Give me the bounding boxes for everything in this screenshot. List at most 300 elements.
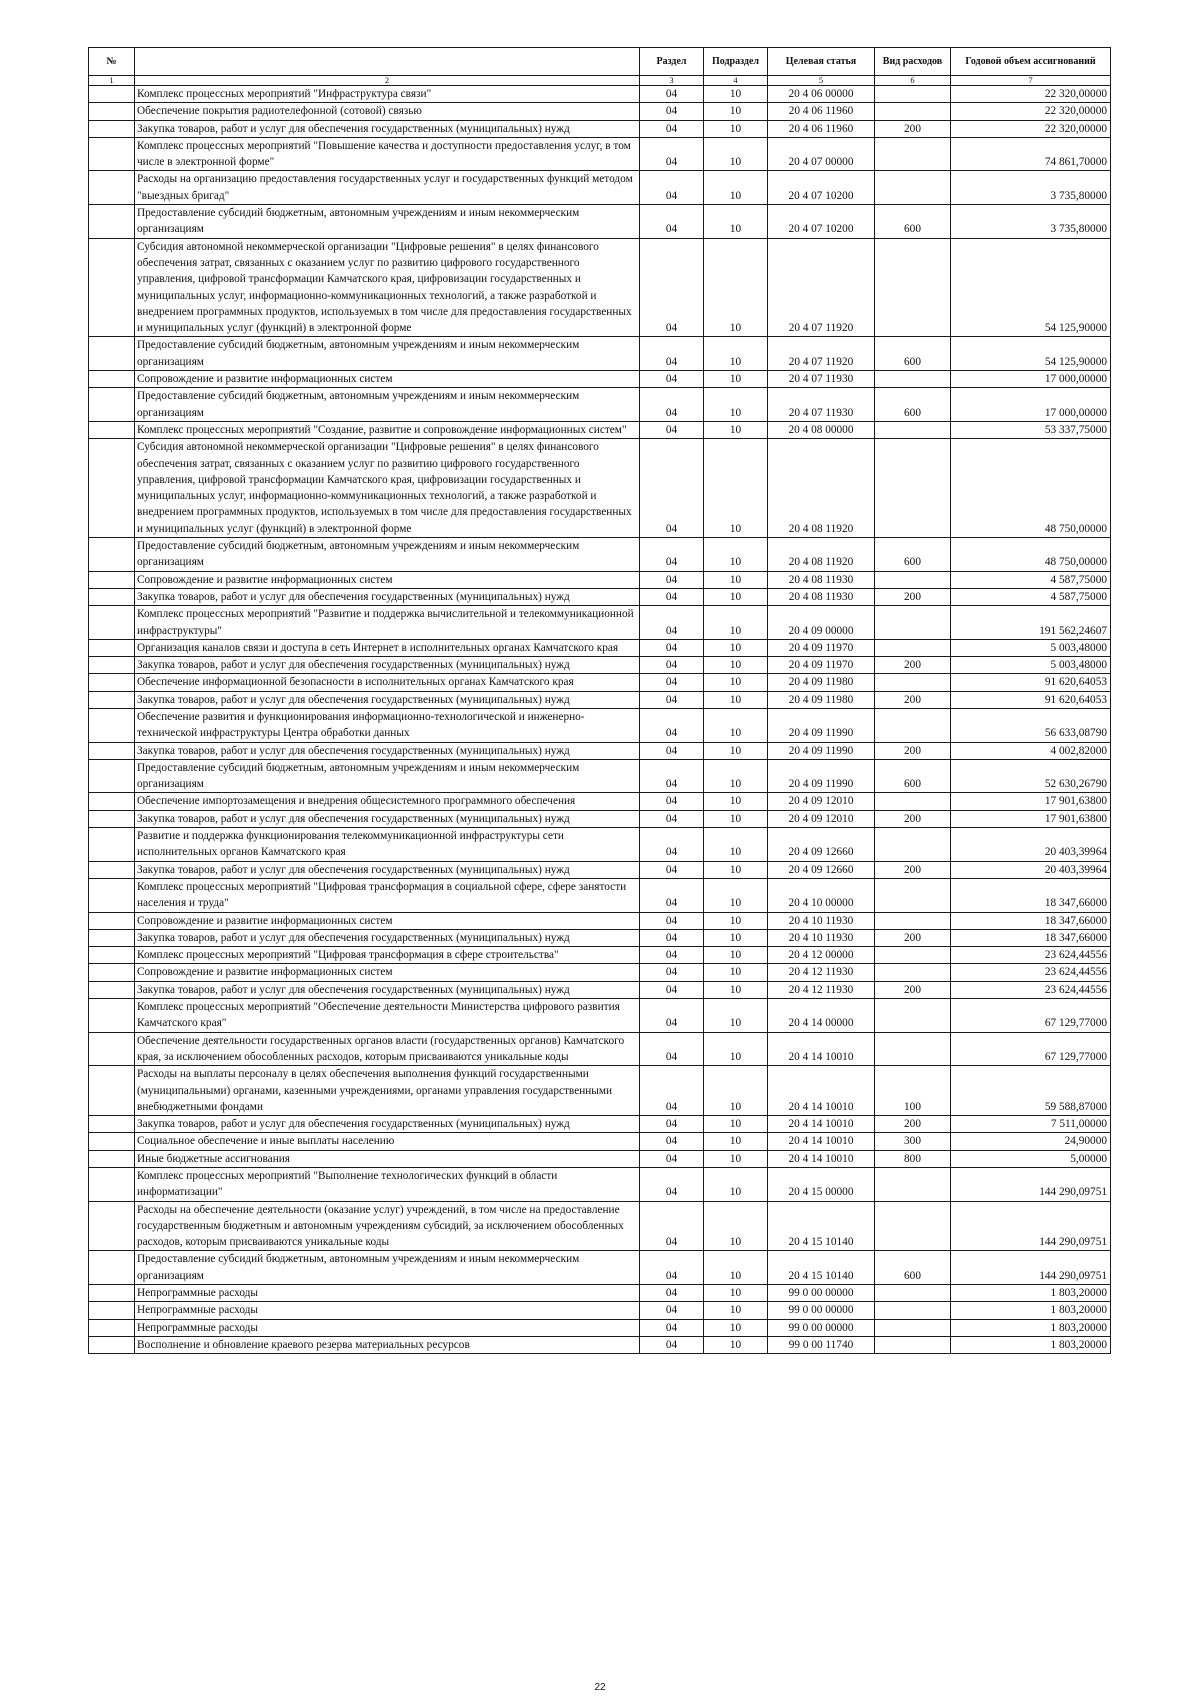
cell-amount: 74 861,70000: [951, 137, 1111, 171]
cell-num: [89, 1133, 135, 1150]
table-row: [89, 205, 1111, 239]
cell-name: Закупка товаров, работ и услуг для обеспечения государственных (муниципальных) нужд: [135, 742, 640, 759]
cell-amount: 67 129,77000: [951, 999, 1111, 1033]
table-row: [89, 947, 1111, 964]
cell-target: 20 4 07 10200: [768, 205, 875, 239]
cell-section: 04: [640, 1168, 704, 1202]
cell-subsection: 10: [704, 691, 768, 708]
cell-subsection: 10: [704, 1032, 768, 1066]
cell-num: [89, 1285, 135, 1302]
cell-subsection: 10: [704, 205, 768, 239]
cell-section: 04: [640, 691, 704, 708]
cell-target: 20 4 12 11930: [768, 981, 875, 998]
cell-num: [89, 538, 135, 572]
cell-subsection: 10: [704, 1133, 768, 1150]
cell-exptype: [875, 964, 951, 981]
cell-target: 20 4 10 11930: [768, 912, 875, 929]
cell-num: [89, 793, 135, 810]
table-row: [89, 759, 1111, 793]
table-body: [89, 86, 1111, 1354]
cell-subsection: 10: [704, 810, 768, 827]
cell-target: 20 4 06 00000: [768, 86, 875, 103]
cell-subsection: 10: [704, 337, 768, 371]
cell-section: 04: [640, 793, 704, 810]
cell-section: 04: [640, 606, 704, 640]
cell-name: Закупка товаров, работ и услуг для обеспечения государственных (муниципальных) нужд: [135, 981, 640, 998]
header-subsection: Подраздел: [704, 48, 768, 76]
cell-num: [89, 1302, 135, 1319]
cell-section: 04: [640, 964, 704, 981]
cell-name: Сопровождение и развитие информационных систем: [135, 571, 640, 588]
cell-section: 04: [640, 388, 704, 422]
cell-num: [89, 657, 135, 674]
cell-subsection: 10: [704, 137, 768, 171]
cell-section: 04: [640, 878, 704, 912]
table-row: [89, 999, 1111, 1033]
cell-target: 20 4 06 11960: [768, 103, 875, 120]
cell-target: 20 4 07 00000: [768, 137, 875, 171]
cell-subsection: 10: [704, 793, 768, 810]
cell-section: 04: [640, 171, 704, 205]
cell-section: 04: [640, 1032, 704, 1066]
cell-amount: 18 347,66000: [951, 929, 1111, 946]
cell-section: 04: [640, 137, 704, 171]
cell-amount: 5,00000: [951, 1150, 1111, 1167]
cell-name: Социальное обеспечение и иные выплаты населению: [135, 1133, 640, 1150]
cell-target: 20 4 08 11920: [768, 439, 875, 538]
table-row: [89, 571, 1111, 588]
cell-amount: 1 803,20000: [951, 1319, 1111, 1336]
cell-num: [89, 674, 135, 691]
cell-num: [89, 86, 135, 103]
cell-target: 20 4 08 11920: [768, 538, 875, 572]
cell-subsection: 10: [704, 878, 768, 912]
cell-amount: 52 630,26790: [951, 759, 1111, 793]
cell-amount: 59 588,87000: [951, 1066, 1111, 1116]
cell-exptype: [875, 238, 951, 337]
cell-exptype: 600: [875, 759, 951, 793]
cell-num: [89, 1116, 135, 1133]
cell-target: 99 0 00 00000: [768, 1302, 875, 1319]
cell-section: 04: [640, 1116, 704, 1133]
cell-section: 04: [640, 103, 704, 120]
cell-target: 20 4 15 10140: [768, 1251, 875, 1285]
cell-name: Непрограммные расходы: [135, 1319, 640, 1336]
cell-num: [89, 929, 135, 946]
cell-num: [89, 1168, 135, 1202]
cell-amount: 3 735,80000: [951, 205, 1111, 239]
cell-subsection: 10: [704, 828, 768, 862]
cell-name: Сопровождение и развитие информационных систем: [135, 964, 640, 981]
cell-section: 04: [640, 571, 704, 588]
cell-exptype: [875, 912, 951, 929]
cell-amount: 53 337,75000: [951, 421, 1111, 438]
cell-target: 20 4 09 12660: [768, 861, 875, 878]
cell-amount: 17 901,63800: [951, 810, 1111, 827]
cell-subsection: 10: [704, 1066, 768, 1116]
table-row: [89, 86, 1111, 103]
cell-name: Комплекс процессных мероприятий "Обеспечение деятельности Министерства цифрового развития Камчатского края": [135, 999, 640, 1033]
cell-num: [89, 103, 135, 120]
table-row: [89, 371, 1111, 388]
cell-target: 20 4 08 11930: [768, 588, 875, 605]
header-target: Целевая статья: [768, 48, 875, 76]
cell-target: 20 4 09 12010: [768, 810, 875, 827]
cell-subsection: 10: [704, 1285, 768, 1302]
cell-target: 20 4 07 11920: [768, 238, 875, 337]
cell-num: [89, 337, 135, 371]
cell-exptype: [875, 1201, 951, 1251]
cell-num: [89, 912, 135, 929]
cell-amount: 3 735,80000: [951, 171, 1111, 205]
cell-name: Непрограммные расходы: [135, 1285, 640, 1302]
cell-target: 20 4 08 00000: [768, 421, 875, 438]
cell-exptype: [875, 674, 951, 691]
cell-section: 04: [640, 421, 704, 438]
cell-name: Закупка товаров, работ и услуг для обеспечения государственных (муниципальных) нужд: [135, 810, 640, 827]
cell-subsection: 10: [704, 657, 768, 674]
cell-num: [89, 691, 135, 708]
cell-exptype: 600: [875, 538, 951, 572]
cell-num: [89, 371, 135, 388]
cell-amount: 18 347,66000: [951, 912, 1111, 929]
cell-subsection: 10: [704, 912, 768, 929]
cell-exptype: [875, 793, 951, 810]
cell-amount: 91 620,64053: [951, 691, 1111, 708]
cell-amount: 48 750,00000: [951, 538, 1111, 572]
table-row: [89, 171, 1111, 205]
cell-amount: 4 587,75000: [951, 588, 1111, 605]
cell-amount: 17 901,63800: [951, 793, 1111, 810]
cell-num: [89, 1336, 135, 1353]
cell-name: Закупка товаров, работ и услуг для обеспечения государственных (муниципальных) нужд: [135, 1116, 640, 1133]
cell-num: [89, 999, 135, 1033]
cell-section: 04: [640, 1302, 704, 1319]
colnum: 4: [704, 76, 768, 86]
cell-num: [89, 388, 135, 422]
cell-num: [89, 1201, 135, 1251]
cell-exptype: [875, 1285, 951, 1302]
cell-num: [89, 861, 135, 878]
cell-subsection: 10: [704, 120, 768, 137]
cell-target: 20 4 14 00000: [768, 999, 875, 1033]
header-num: №: [89, 48, 135, 76]
cell-subsection: 10: [704, 538, 768, 572]
cell-section: 04: [640, 742, 704, 759]
cell-target: 20 4 14 10010: [768, 1116, 875, 1133]
cell-target: 20 4 07 11920: [768, 337, 875, 371]
cell-exptype: 200: [875, 691, 951, 708]
cell-target: 20 4 09 11980: [768, 674, 875, 691]
cell-subsection: 10: [704, 171, 768, 205]
cell-name: Субсидия автономной некоммерческой организации "Цифровые решения" в целях финансового обеспечения затрат, связанных с оказанием услуг по развитию цифрового государственного управления, цифровой трансформации Камчатского края, цифровизации государственных и муниципальных услуг, информационно-коммуникационных технологий, а также разработкой и внедрением программных продуктов, используемых в том числе для предоставления государственных и муниципальных услуг (функций) в электронной форме: [135, 238, 640, 337]
cell-amount: 24,90000: [951, 1133, 1111, 1150]
table-row: [89, 538, 1111, 572]
cell-exptype: 800: [875, 1150, 951, 1167]
cell-target: 20 4 10 11930: [768, 929, 875, 946]
table-row: [89, 929, 1111, 946]
cell-subsection: 10: [704, 964, 768, 981]
colnum: 6: [875, 76, 951, 86]
table-row: [89, 828, 1111, 862]
cell-subsection: 10: [704, 708, 768, 742]
cell-section: 04: [640, 759, 704, 793]
table-row: [89, 1336, 1111, 1353]
cell-num: [89, 205, 135, 239]
table-row: [89, 1032, 1111, 1066]
cell-exptype: 600: [875, 205, 951, 239]
cell-section: 04: [640, 1133, 704, 1150]
cell-section: 04: [640, 588, 704, 605]
cell-name: Расходы на организацию предоставления государственных услуг и государственных функций методом "выездных бригад": [135, 171, 640, 205]
cell-target: 20 4 09 11990: [768, 742, 875, 759]
cell-target: 20 4 09 12660: [768, 828, 875, 862]
cell-amount: 18 347,66000: [951, 878, 1111, 912]
cell-num: [89, 759, 135, 793]
cell-name: Закупка товаров, работ и услуг для обеспечения государственных (муниципальных) нужд: [135, 120, 640, 137]
cell-exptype: [875, 1032, 951, 1066]
table-row: [89, 657, 1111, 674]
table-row: [89, 793, 1111, 810]
cell-num: [89, 639, 135, 656]
cell-target: 20 4 09 11970: [768, 639, 875, 656]
cell-exptype: [875, 1336, 951, 1353]
cell-subsection: 10: [704, 571, 768, 588]
cell-target: 20 4 08 11930: [768, 571, 875, 588]
cell-target: 20 4 09 11980: [768, 691, 875, 708]
cell-subsection: 10: [704, 947, 768, 964]
cell-exptype: [875, 421, 951, 438]
cell-amount: 191 562,24607: [951, 606, 1111, 640]
cell-name: Закупка товаров, работ и услуг для обеспечения государственных (муниципальных) нужд: [135, 657, 640, 674]
cell-num: [89, 1251, 135, 1285]
cell-exptype: [875, 708, 951, 742]
cell-section: 04: [640, 947, 704, 964]
cell-amount: 144 290,09751: [951, 1251, 1111, 1285]
budget-table: [88, 47, 1111, 1354]
cell-exptype: [875, 439, 951, 538]
cell-num: [89, 439, 135, 538]
table-row: [89, 912, 1111, 929]
table-row: [89, 861, 1111, 878]
cell-target: 20 4 09 11990: [768, 759, 875, 793]
cell-exptype: [875, 947, 951, 964]
colnum: 2: [135, 76, 640, 86]
cell-section: 04: [640, 439, 704, 538]
cell-exptype: 200: [875, 657, 951, 674]
cell-name: Расходы на обеспечение деятельности (оказание услуг) учреждений, в том числе на предоставление государственным бюджетным и автономным учреждениям субсидий, за исключением обособленных расходов, которым присваиваются уникальные коды: [135, 1201, 640, 1251]
table-row: [89, 1285, 1111, 1302]
cell-section: 04: [640, 828, 704, 862]
cell-num: [89, 588, 135, 605]
cell-subsection: 10: [704, 981, 768, 998]
cell-amount: 23 624,44556: [951, 947, 1111, 964]
header-name: [135, 48, 640, 76]
cell-exptype: 200: [875, 861, 951, 878]
table-row: [89, 1201, 1111, 1251]
cell-amount: 144 290,09751: [951, 1168, 1111, 1202]
cell-amount: 144 290,09751: [951, 1201, 1111, 1251]
cell-subsection: 10: [704, 1251, 768, 1285]
cell-exptype: 100: [875, 1066, 951, 1116]
cell-section: 04: [640, 657, 704, 674]
cell-section: 04: [640, 912, 704, 929]
cell-subsection: 10: [704, 371, 768, 388]
cell-exptype: [875, 639, 951, 656]
cell-exptype: [875, 137, 951, 171]
cell-subsection: 10: [704, 439, 768, 538]
cell-amount: 20 403,39964: [951, 828, 1111, 862]
cell-exptype: [875, 371, 951, 388]
table-row: [89, 1251, 1111, 1285]
cell-section: 04: [640, 1066, 704, 1116]
cell-amount: 17 000,00000: [951, 371, 1111, 388]
cell-subsection: 10: [704, 606, 768, 640]
table-row: [89, 337, 1111, 371]
cell-amount: 4 002,82000: [951, 742, 1111, 759]
cell-subsection: 10: [704, 742, 768, 759]
cell-num: [89, 1032, 135, 1066]
table-row: [89, 1168, 1111, 1202]
cell-section: 04: [640, 674, 704, 691]
column-number-row: [89, 76, 1111, 86]
cell-exptype: [875, 103, 951, 120]
cell-name: Комплекс процессных мероприятий "Создание, развитие и сопровождение информационных систем": [135, 421, 640, 438]
cell-num: [89, 421, 135, 438]
cell-name: Комплекс процессных мероприятий "Повышение качества и доступности предоставления услуг, в том числе в электронной форме": [135, 137, 640, 171]
cell-num: [89, 810, 135, 827]
cell-target: 20 4 15 00000: [768, 1168, 875, 1202]
cell-section: 04: [640, 1336, 704, 1353]
cell-section: 04: [640, 120, 704, 137]
cell-amount: 5 003,48000: [951, 657, 1111, 674]
cell-subsection: 10: [704, 1319, 768, 1336]
cell-num: [89, 964, 135, 981]
cell-amount: 67 129,77000: [951, 1032, 1111, 1066]
table-row: [89, 238, 1111, 337]
cell-exptype: 600: [875, 388, 951, 422]
cell-section: 04: [640, 337, 704, 371]
cell-subsection: 10: [704, 1201, 768, 1251]
cell-target: 20 4 12 11930: [768, 964, 875, 981]
cell-subsection: 10: [704, 103, 768, 120]
cell-exptype: [875, 828, 951, 862]
cell-exptype: [875, 878, 951, 912]
table-row: [89, 981, 1111, 998]
cell-amount: 48 750,00000: [951, 439, 1111, 538]
cell-num: [89, 606, 135, 640]
table-row: [89, 103, 1111, 120]
cell-amount: 20 403,39964: [951, 861, 1111, 878]
cell-section: 04: [640, 1150, 704, 1167]
cell-name: Субсидия автономной некоммерческой организации "Цифровые решения" в целях финансового обеспечения затрат, связанных с оказанием услуг по развитию цифрового государственного управления, цифровой трансформации Камчатского края, цифровизации государственных и муниципальных услуг, информационно-коммуникационных технологий, а также разработкой и внедрением программных продуктов, используемых в том числе для предоставления государственных и муниципальных услуг (функций) в электронной форме: [135, 439, 640, 538]
cell-target: 20 4 14 10010: [768, 1133, 875, 1150]
cell-amount: 1 803,20000: [951, 1302, 1111, 1319]
cell-exptype: 600: [875, 1251, 951, 1285]
cell-subsection: 10: [704, 1150, 768, 1167]
cell-name: Закупка товаров, работ и услуг для обеспечения государственных (муниципальных) нужд: [135, 929, 640, 946]
table-row: [89, 878, 1111, 912]
cell-subsection: 10: [704, 588, 768, 605]
cell-num: [89, 120, 135, 137]
table-row: [89, 674, 1111, 691]
table-row: [89, 691, 1111, 708]
cell-subsection: 10: [704, 999, 768, 1033]
cell-subsection: 10: [704, 1116, 768, 1133]
cell-amount: 7 511,00000: [951, 1116, 1111, 1133]
cell-section: 04: [640, 981, 704, 998]
cell-subsection: 10: [704, 388, 768, 422]
cell-num: [89, 981, 135, 998]
cell-section: 04: [640, 929, 704, 946]
cell-target: 20 4 14 10010: [768, 1032, 875, 1066]
cell-section: 04: [640, 538, 704, 572]
cell-subsection: 10: [704, 1336, 768, 1353]
cell-amount: 23 624,44556: [951, 981, 1111, 998]
table-row: [89, 1133, 1111, 1150]
cell-subsection: 10: [704, 421, 768, 438]
table-row: [89, 588, 1111, 605]
cell-section: 04: [640, 861, 704, 878]
cell-name: Закупка товаров, работ и услуг для обеспечения государственных (муниципальных) нужд: [135, 588, 640, 605]
cell-num: [89, 238, 135, 337]
cell-amount: 22 320,00000: [951, 103, 1111, 120]
colnum: 1: [89, 76, 135, 86]
cell-target: 99 0 00 11740: [768, 1336, 875, 1353]
cell-amount: 22 320,00000: [951, 86, 1111, 103]
cell-name: Восполнение и обновление краевого резерва материальных ресурсов: [135, 1336, 640, 1353]
cell-subsection: 10: [704, 861, 768, 878]
cell-subsection: 10: [704, 759, 768, 793]
cell-num: [89, 1150, 135, 1167]
cell-num: [89, 878, 135, 912]
cell-section: 04: [640, 999, 704, 1033]
cell-amount: 54 125,90000: [951, 337, 1111, 371]
cell-amount: 23 624,44556: [951, 964, 1111, 981]
cell-target: 20 4 09 11970: [768, 657, 875, 674]
cell-subsection: 10: [704, 1302, 768, 1319]
table-row: [89, 421, 1111, 438]
cell-exptype: [875, 171, 951, 205]
cell-target: 20 4 09 00000: [768, 606, 875, 640]
cell-name: Обеспечение деятельности государственных органов власти (государственных органов) Камчатского края, за исключением обособленных расходов, которым присваиваются уникальные коды: [135, 1032, 640, 1066]
cell-section: 04: [640, 1251, 704, 1285]
cell-name: Развитие и поддержка функционирования телекоммуникационной инфраструктуры сети исполнительных органов Камчатского края: [135, 828, 640, 862]
table-row: [89, 1150, 1111, 1167]
header-amount: Годовой объем ассигнований: [951, 48, 1111, 76]
cell-exptype: [875, 571, 951, 588]
budget-table-sheet: [88, 47, 1110, 1354]
table-row: [89, 742, 1111, 759]
cell-amount: 17 000,00000: [951, 388, 1111, 422]
cell-num: [89, 708, 135, 742]
cell-section: 04: [640, 371, 704, 388]
cell-name: Комплекс процессных мероприятий "Выполнение технологических функций в области информатизации": [135, 1168, 640, 1202]
cell-subsection: 10: [704, 1168, 768, 1202]
cell-amount: 54 125,90000: [951, 238, 1111, 337]
cell-target: 20 4 15 10140: [768, 1201, 875, 1251]
cell-name: Сопровождение и развитие информационных систем: [135, 371, 640, 388]
cell-num: [89, 1066, 135, 1116]
cell-section: 04: [640, 205, 704, 239]
header-row: [89, 48, 1111, 76]
cell-amount: 91 620,64053: [951, 674, 1111, 691]
cell-target: 20 4 07 10200: [768, 171, 875, 205]
cell-name: Комплекс процессных мероприятий "Цифровая трансформация в социальной сфере, сфере занятости населения и труда": [135, 878, 640, 912]
table-row: [89, 810, 1111, 827]
cell-name: Предоставление субсидий бюджетным, автономным учреждениям и иным некоммерческим организациям: [135, 337, 640, 371]
cell-name: Закупка товаров, работ и услуг для обеспечения государственных (муниципальных) нужд: [135, 691, 640, 708]
